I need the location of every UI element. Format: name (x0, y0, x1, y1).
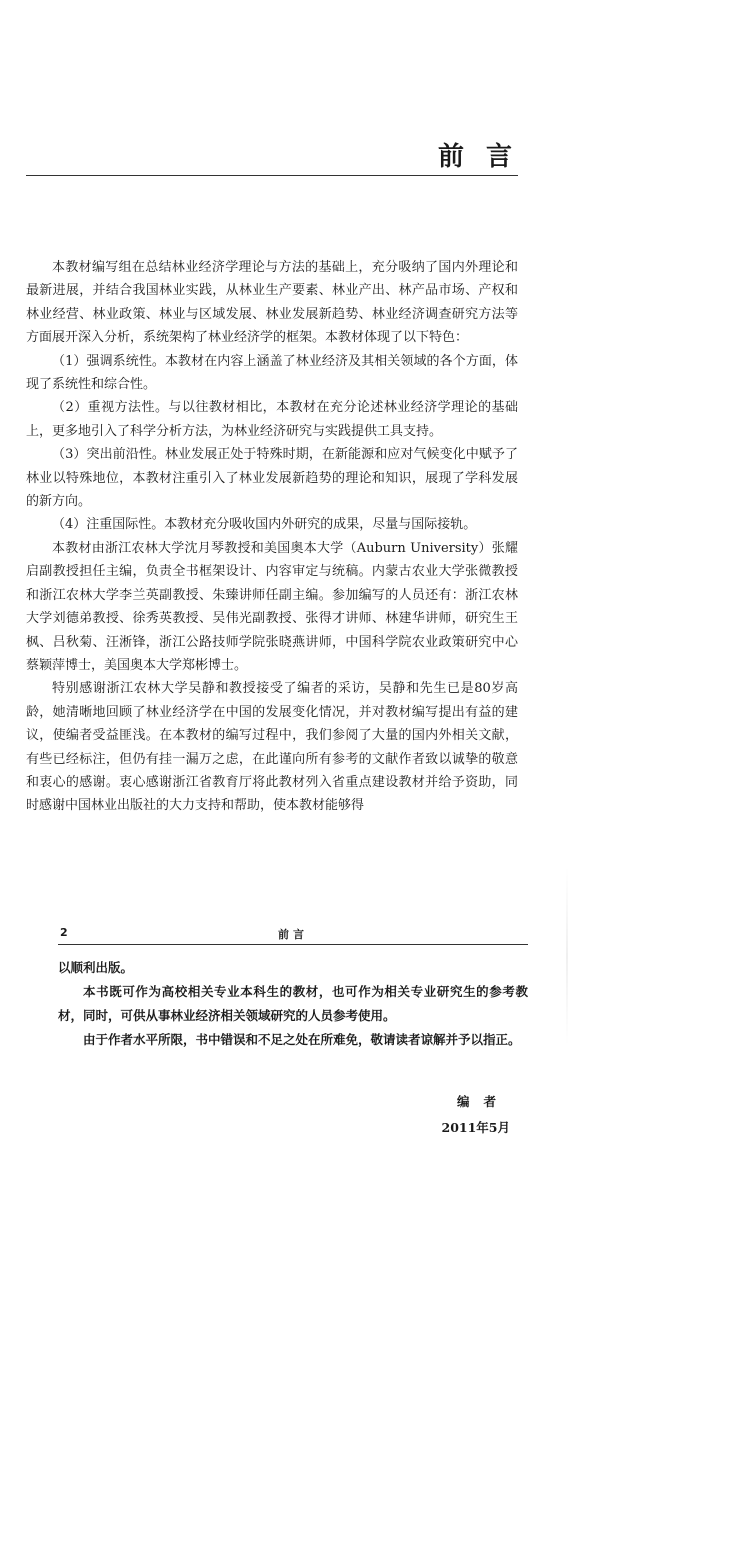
paragraph-editors: 本教材由浙江农林大学沈月琴教授和美国奥本大学（Auburn University）张耀启副教授担任主编，负责全书框架设计、内容审定与统稿。内蒙古农业大学张微教授和浙江农林大学李兰英副教授、朱臻讲师任副主编。参加编写的人员还有：浙江农林大学刘德弟教授、徐秀英教授、吴伟光副教授、张得才讲师、林建华讲师，研究生王枫、吕秋菊、汪淅锋，浙江公路技师学院张晓燕讲师，中国科学院农业政策研究中心蔡颖萍博士，美国奥本大学郑彬博士。 (26, 540, 518, 673)
paragraph-apology: 由于作者水平所限，书中错误和不足之处在所难免，敬请读者谅解并予以指正。 (83, 1032, 521, 1047)
paragraph-feature-1: （1）强调系统性。本教材在内容上涵盖了林业经济及其相关领域的各个方面，体现了系统性和综合性。 (26, 353, 518, 393)
page-title: 前言 (438, 142, 535, 172)
preface-body (26, 256, 518, 818)
preface-body-continued (58, 956, 528, 1052)
paragraph-acknowledgements: 特别感谢浙江农林大学吴静和教授接受了编者的采访，吴静和先生已是80岁高龄，她清晰地回顾了林业经济学在中国的发展变化情况，并对教材编写提出有益的建议，使编者受益匪浅。在本教材的编写过程中，我们参阅了大量的国内外相关文献，有些已经标注，但仍有挂一漏万之虑，在此谨向所有参考的文献作者致以诚挚的敬意和衷心的感谢。衷心感谢浙江省教育厅将此教材列入省重点建设教材并给予资助，同时感谢中国林业出版社的大力支持和帮助，使本教材能够得 (26, 681, 518, 814)
paragraph-feature-3: （3）突出前沿性。林业发展正处于特殊时期，在新能源和应对气候变化中赋予了林业以特殊地位，本教材注重引入了林业发展新趋势的理论和知识，展现了学科发展的新方向。 (26, 447, 518, 510)
editor-signature: 编者 (456, 1094, 510, 1109)
paragraph-feature-2: （2）重视方法性。与以往教材相比，本教材在充分论述林业经济学理论的基础上，更多地引入了科学分析方法，为林业经济研究与实践提供工具支持。 (26, 400, 518, 439)
running-title: 前言 (278, 928, 308, 941)
signature-block (420, 1090, 510, 1140)
scan-edge-shadow (566, 866, 568, 1046)
paragraph-continuation: 以顺利出版。 (58, 960, 134, 975)
preface-date: 2011年5月 (441, 1120, 510, 1135)
paragraph-feature-4: （4）注重国际性。本教材充分吸收国内外研究的成果，尽量与国际接轨。 (52, 517, 477, 533)
page-number: 2 (60, 926, 68, 939)
paragraph-usage: 本书既可作为高校相关专业本科生的教材，也可作为相关专业研究生的参考教材，同时，可供从事林业经济相关领域研究的人员参考使用。 (58, 984, 528, 1023)
running-head (58, 926, 528, 942)
running-head-rule (58, 944, 528, 945)
title-rule (26, 175, 518, 176)
paragraph-intro: 本教材编写组在总结林业经济学理论与方法的基础上，充分吸纳了国内外理论和最新进展，并结合我国林业实践，从林业生产要素、林业产出、林产品市场、产权和林业经营、林业政策、林业与区域发展、林业发展新趋势、林业经济调查研究方法等方面展开深入分析，系统架构了林业经济学的框架。本教材体现了以下特色： (26, 260, 518, 346)
